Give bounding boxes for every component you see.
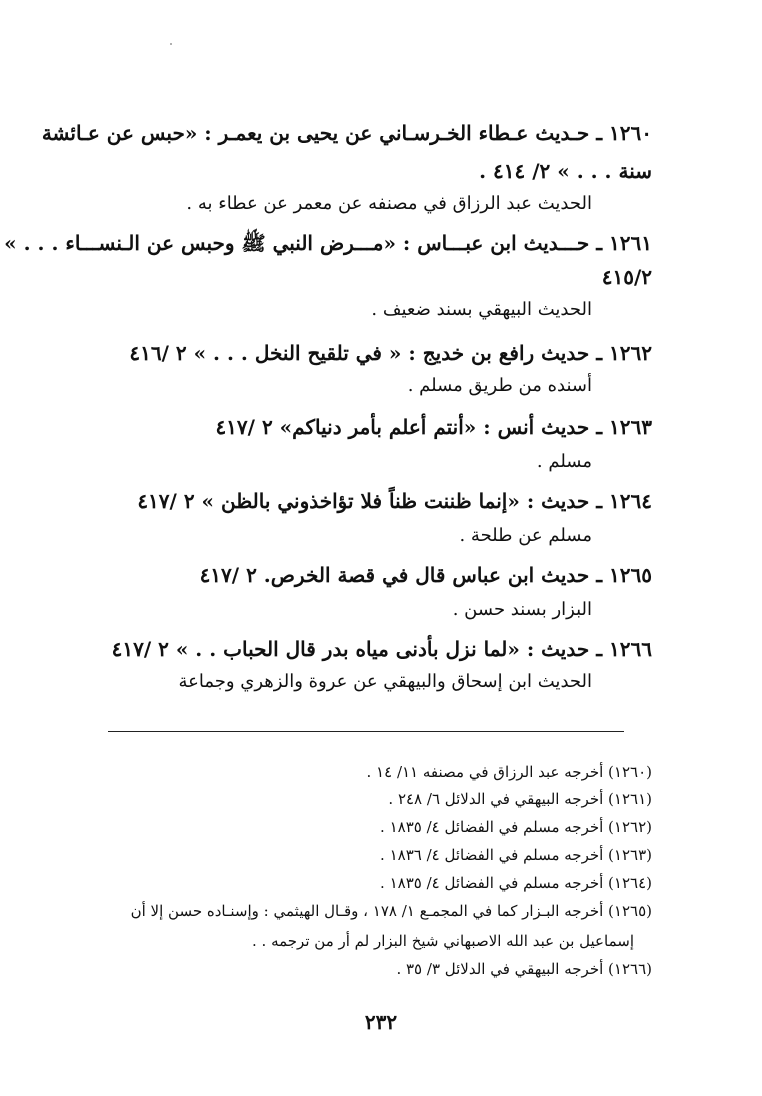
footnote-1263: (١٢٦٣) أخرجه مسلم في الفضائل ٤/ ١٨٣٦ .	[380, 846, 652, 864]
footnote-1265: (١٢٦٥) أخرجه البـزار كما في المجمـع ١/ ١٧٨ ، وقـال الهيثمي : وإسنـاده حسن إلا أن	[130, 902, 652, 920]
entry-1264-heading: ١٢٦٤ ـ حديث : «إنما ظننت ظناً فلا تؤاخذوني بالظن » ٢ /٤١٧	[137, 489, 652, 513]
footnote-divider	[108, 731, 624, 732]
footnote-1260: (١٢٦٠) أخرجه عبد الرزاق في مصنفه ١١/ ١٤ .	[366, 763, 652, 781]
entry-1265-note: البزار بسند حسن .	[452, 599, 592, 620]
entry-1263-note: مسلم .	[536, 451, 592, 472]
footnote-1261: (١٢٦١) أخرجه البيهقي في الدلائل ٦/ ٢٤٨ .	[388, 790, 652, 808]
entry-1262-heading: ١٢٦٢ ـ حديث رافع بن خديج : « في تلقيح النخل . . . » ٢ /٤١٦	[129, 341, 652, 365]
footnote-1265-cont: إسماعيل بن عبد الله الاصبهاني شيخ البزار لم أر من ترجمه . .	[252, 932, 634, 950]
entry-1263-heading: ١٢٦٣ ـ حديث أنس : «أنتم أعلم بأمر دنياكم» ٢ /٤١٧	[215, 415, 652, 439]
scan-speck	[170, 43, 172, 45]
entry-1264-note: مسلم عن طلحة .	[459, 525, 592, 546]
entry-1260-note: الحديث عبد الرزاق في مصنفه عن معمر عن عطاء به .	[186, 193, 592, 214]
entry-1266-heading: ١٢٦٦ ـ حديث : «لما نزل بأدنى مياه بدر قال الحباب . . » ٢ /٤١٧	[111, 637, 652, 661]
entry-1261-heading-cont: ٤١٥/٢	[601, 265, 652, 289]
entry-1261-heading: ١٢٦١ ـ حـــديث ابن عبـــاس : «مـــرض النبي ﷺ وحبس عن الـنســـاء . . . »	[4, 231, 652, 255]
entry-1261-note: الحديث البيهقي بسند ضعيف .	[371, 299, 592, 320]
entry-1266-note: الحديث ابن إسحاق والبيهقي عن عروة والزهري وجماعة	[178, 671, 592, 692]
page-number: ٢٣٢	[364, 1010, 398, 1034]
footnote-1262: (١٢٦٢) أخرجه مسلم في الفضائل ٤/ ١٨٣٥ .	[380, 818, 652, 836]
entry-1265-heading: ١٢٦٥ ـ حديث ابن عباس قال في قصة الخرص. ٢ /٤١٧	[199, 563, 652, 587]
footnote-1266: (١٢٦٦) أخرجه البيهقي في الدلائل ٣/ ٣٥ .	[396, 960, 652, 978]
entry-1262-note: أسنده من طريق مسلم .	[407, 375, 592, 396]
footnote-1264: (١٢٦٤) أخرجه مسلم في الفضائل ٤/ ١٨٣٥ .	[380, 874, 652, 892]
entry-1260-heading: ١٢٦٠ ـ حـديث عـطاء الخـرسـاني عن يحيى بن يعمـر : «حبس عن عـائشة	[41, 121, 652, 145]
entry-1260-heading-cont: سنة . . . » ٢/ ٤١٤ .	[479, 159, 652, 183]
